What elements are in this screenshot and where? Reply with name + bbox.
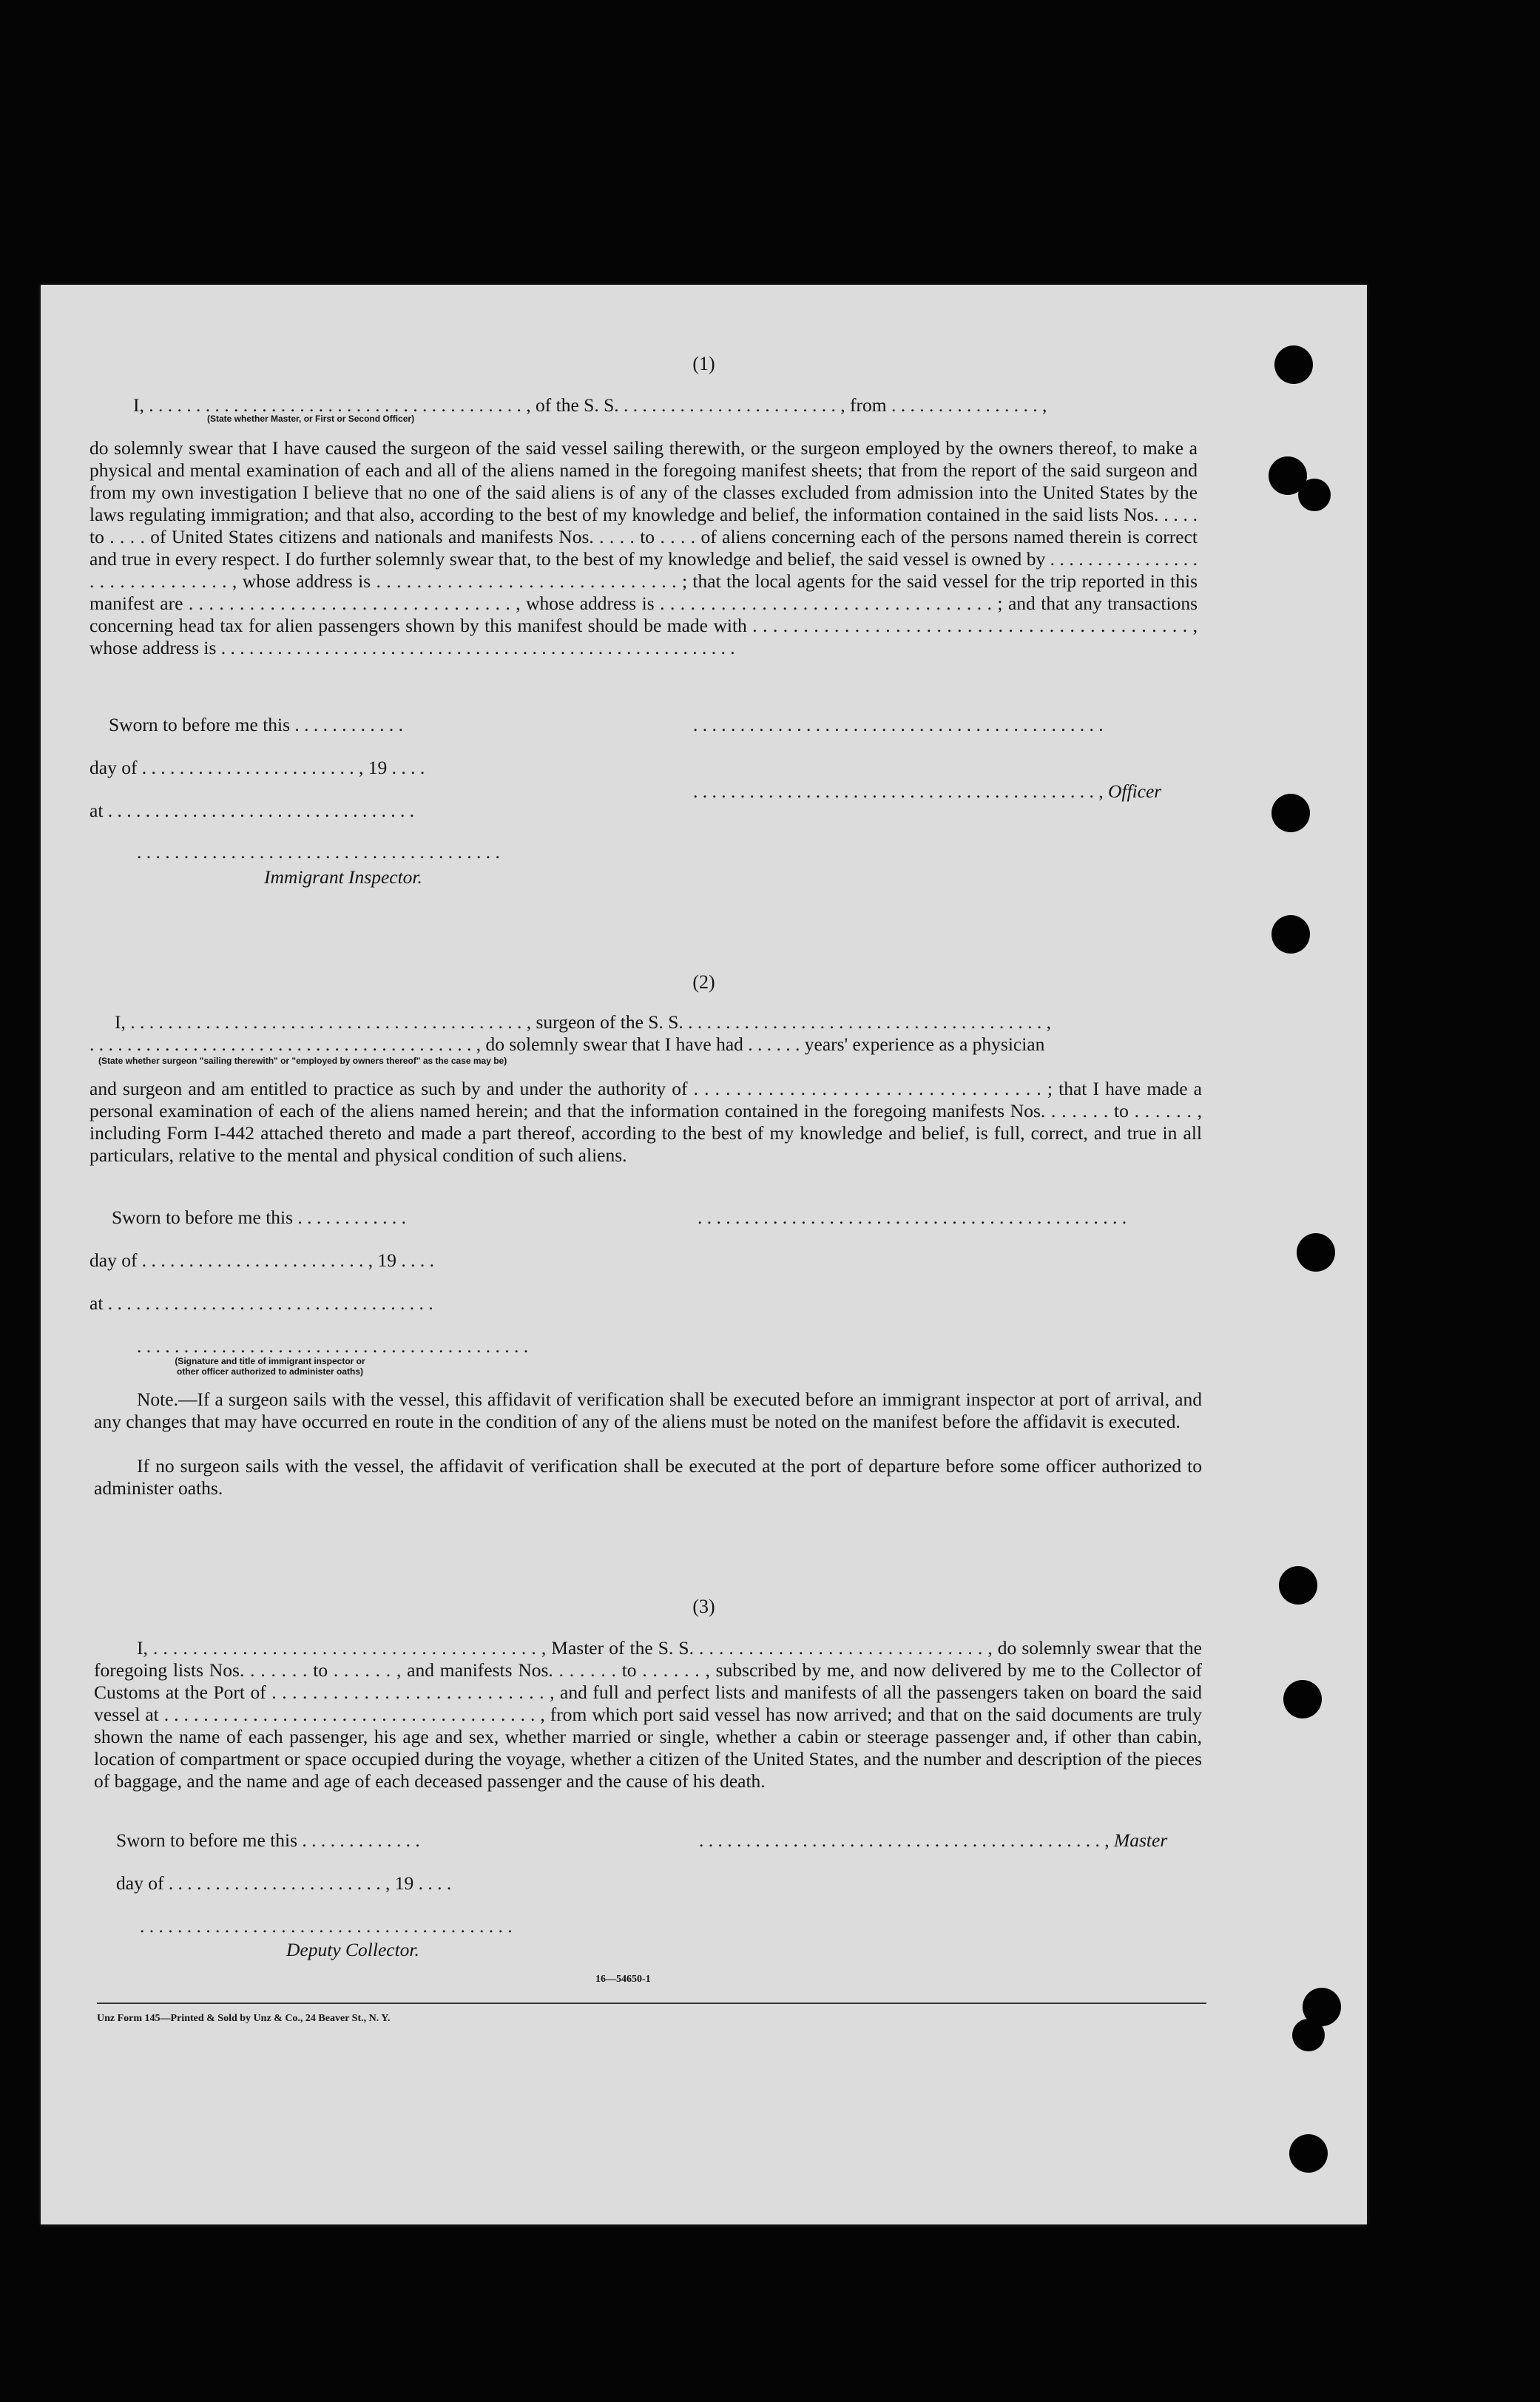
punch-hole — [1274, 345, 1313, 384]
section-3-body: I, . . . . . . . . . . . . . . . . . . . . . . . . . . . . . . . . . . . . . . . , Master of the S. S. . . . . . . . . . . . . . . . . . . . . . . . . . . . . . , do solemnly swear that the foregoing lists Nos. . . . . . . to . . . . . . , and manifests Nos. . . . . . . to . . . . . . , subscribed by me, and now delivered by me to the Collector of Customs at the Port of . . . . . . . . . . . . . . . . . . . . . . . . . . . , and full and perfect lists and manifests of all the passengers taken on board the said vessel at . . . . . . . . . . . . . . . . . . . . . . . . . . . . . . . . . . . . . . , from which port said vessel has now arrived; and that on the said documents are truly shown the name of each passenger, his age and sex, whether married or single, whether a cabin or steerage passenger and, if other than cabin, location of compartment or space occupied during the voyage, whether a citizen of the United States, and the number and description of the pieces of baggage, and the name and age of each deceased passenger and the cause of his death. — [94, 1637, 1202, 1792]
section-3-collector-label: Deputy Collector. — [286, 1939, 419, 1960]
section-2-at: at . . . . . . . . . . . . . . . . . . . . . . . . . . . . . . . . . . . — [90, 1292, 433, 1314]
section-1-inspector-line: . . . . . . . . . . . . . . . . . . . . . . . . . . . . . . . . . . . . . . . — [137, 841, 500, 863]
form-page — [41, 285, 1367, 2224]
section-1-opening-line: I, . . . . . . . . . . . . . . . . . . . . . . . . . . . . . . . . . . . . . . . . , of the S. S. . . . . . . . . . . . . . . . . . . . . . . . , from . . . . . . . . . . . . . . . . , — [133, 394, 1047, 416]
section-1-officer-signature-line: . . . . . . . . . . . . . . . . . . . . . . . . . . . . . . . . . . . . . . . . . . . . — [693, 714, 1104, 735]
section-3-master-line — [699, 1829, 1167, 1852]
form-code: 16—54650-1 — [595, 1974, 651, 1985]
section-2-sig-caption-1: (Signature and title of immigrant inspector or — [175, 1356, 365, 1366]
section-1-caption: (State whether Master, or First or Second Officer) — [207, 414, 415, 424]
section-3-collector-line: . . . . . . . . . . . . . . . . . . . . . . . . . . . . . . . . . . . . . . . . — [140, 1915, 513, 1937]
section-3-master-label: Master — [1114, 1829, 1168, 1851]
section-2-sig-caption-2: other officer authorized to administer oaths) — [176, 1366, 364, 1377]
section-2-opening-line: I, . . . . . . . . . . . . . . . . . . . . . . . . . . . . . . . . . . . . . . . . . . , surgeon of the S. S. . . . . . . . . . . . . . . . . . . . . . . . . . . . . . . . . . . . . . . , — [115, 1011, 1052, 1033]
punch-hole — [1271, 915, 1310, 954]
footer-printer: Unz Form 145—Printed & Sold by Unz & Co., 24 Beaver St., N. Y. — [97, 2013, 391, 2024]
punch-hole — [1297, 1233, 1335, 1272]
section-1-inspector-label: Immigrant Inspector. — [264, 866, 422, 888]
footer-rule — [97, 2003, 1206, 2004]
section-1-officer-label: Officer — [1108, 780, 1162, 802]
section-1-sworn: Sworn to before me this . . . . . . . . . . . . — [109, 714, 404, 735]
punch-hole — [1279, 1566, 1317, 1605]
section-2-note: Note.—If a surgeon sails with the vessel, this affidavit of verification shall be executed before an immigrant inspector at port of arrival, and any changes that may have occurred en route in the condition of any of the aliens must be noted on the manifest before the affidavit is executed. — [94, 1389, 1202, 1432]
section-2-inspector-line: . . . . . . . . . . . . . . . . . . . . . . . . . . . . . . . . . . . . . . . . . . — [137, 1335, 529, 1357]
section-1-officer-line — [693, 780, 1161, 803]
punch-hole — [1271, 794, 1310, 832]
section-1-number: (1) — [692, 353, 715, 374]
section-1-officer-dots: . . . . . . . . . . . . . . . . . . . . . . . . . . . . . . . . . . . . . . . . . . . , — [693, 780, 1104, 802]
section-3-sworn: Sworn to before me this . . . . . . . . . . . . . — [116, 1829, 420, 1851]
section-1-body: do solemnly swear that I have caused the surgeon of the said vessel sailing therewith, or the surgeon employed by the owners thereof, to make a physical and mental examination of each and all of the aliens named in the foregoing manifest sheets; that from the report of the said surgeon and from my own investigation I believe that no one of the said aliens is of any of the classes excluded from admission into the United States by the laws regulating immigration; and that also, according to the best of my knowledge and belief, the information contained in the said lists Nos. . . . . to . . . . of United States citizens and nationals and manifests Nos. . . . . to . . . . of aliens concerning each of the persons named therein is correct and true in every respect. I do further solemnly swear that, to the best of my knowledge and belief, the said vessel is owned by . . . . . . . . . . . . . . . . . . . . . . . . . . . . . . , whose address is . . . . . . . . . . . . . . . . . . . . . . . . . . . . . . ; that the local agents for the said vessel for the trip reported in this manifest are . . . . . . . . . . . . . . . . . . . . . . . . . . . . . . . . , whose address is . . . . . . . . . . . . . . . . . . . . . . . . . . . . . . . . . ; and that any transactions concerning head tax for alien passengers shown by this manifest should be made with . . . . . . . . . . . . . . . . . . . . . . . . . . . . . . . . . . . . . . . . . . . , whose address is . . . . . . . . . . . . . . . . . . . . . . . . . . . . . . . . . . . . . . . . . . . . . . . . . . . . . . . — [90, 437, 1198, 658]
section-1-at: at . . . . . . . . . . . . . . . . . . . . . . . . . . . . . . . . . — [90, 800, 415, 821]
section-2-caption: (State whether surgeon "sailing therewith" or "employed by owners thereof" as the case may be) — [98, 1056, 507, 1066]
section-2-day-of: day of . . . . . . . . . . . . . . . . . . . . . . . . , 19 . . . . — [90, 1249, 435, 1271]
punch-hole — [1292, 2019, 1325, 2051]
punch-hole — [1283, 1680, 1322, 1718]
section-2-body: and surgeon and am entitled to practice as such by and under the authority of . . . . . . . . . . . . . . . . . . . . . . . . . . . . . . . . . ; that I have made a personal examination of each of the aliens named herein; and that the information contained in the foregoing manifests Nos. . . . . . . to . . . . . . , including Form I-442 attached thereto and made a part thereof, according to the best of my knowledge and belief, is full, correct, and true in all particulars, relative to the mental and physical condition of such aliens. — [90, 1078, 1202, 1166]
section-3-master-dots: . . . . . . . . . . . . . . . . . . . . . . . . . . . . . . . . . . . . . . . . . . . , — [699, 1829, 1110, 1851]
section-2-surgeon-signature-line: . . . . . . . . . . . . . . . . . . . . . . . . . . . . . . . . . . . . . . . . . . . . . . — [698, 1207, 1127, 1228]
section-3-number: (3) — [692, 1596, 715, 1617]
section-3-day-of: day of . . . . . . . . . . . . . . . . . . . . . . . , 19 . . . . — [116, 1872, 452, 1894]
section-2-sworn: Sworn to before me this . . . . . . . . . . . . — [112, 1207, 407, 1228]
section-1-day-of: day of . . . . . . . . . . . . . . . . . . . . . . . , 19 . . . . — [90, 757, 425, 778]
punch-hole — [1289, 2134, 1328, 2173]
section-2-note-2: If no surgeon sails with the vessel, the affidavit of verification shall be executed at the port of departure before some officer authorized to administer oaths. — [94, 1455, 1202, 1499]
section-2-number: (2) — [692, 971, 715, 993]
punch-hole — [1298, 479, 1331, 511]
section-2-line-2: . . . . . . . . . . . . . . . . . . . . . . . . . . . . . . . . . . . . . . . . . , do solemnly swear that I have had . . . . . . years' experience as a physician — [90, 1033, 1045, 1055]
